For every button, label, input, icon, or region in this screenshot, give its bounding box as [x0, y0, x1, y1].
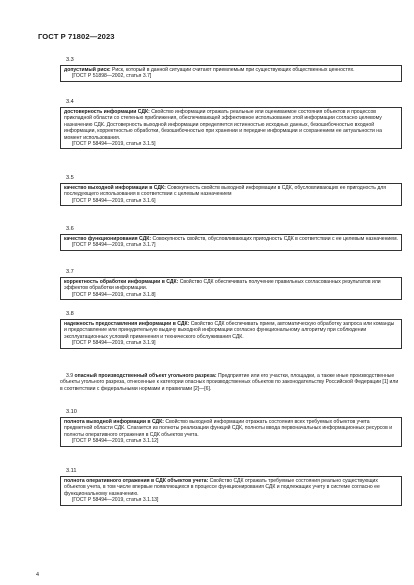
- reference: [ГОСТ Р 58494—2019, статья 3.1.12]: [72, 438, 159, 445]
- definition-box: [60, 65, 402, 82]
- page-number: 4: [36, 572, 39, 578]
- clause-number: 3.3: [66, 57, 74, 63]
- definition-box: [60, 476, 402, 506]
- term: опасный производственный объект угольного разреза:: [74, 373, 217, 379]
- definition-box: [60, 319, 402, 349]
- term: качество выходной информации в СДК:: [64, 185, 166, 191]
- definition-text: Предприятие или его участки, площадки, а также иные производственные объекты угольного разреза, отнесенные к категории опасных производственных объектов по законодательству Российской Федерации [1] или в соответствии с федеральными нормами и правилами [2]—[6].: [60, 373, 399, 392]
- reference: [ГОСТ Р 58494—2019, статья 3.1.6]: [72, 197, 156, 204]
- term: корректность обработки информации в СДК:: [64, 279, 179, 285]
- reference: [ГОСТ Р 58494—2019, статья 3.1.5]: [72, 141, 156, 148]
- definition-box: [60, 277, 402, 300]
- definition-text: Риск, который в данной ситуации считают приемлемым при существующих общественных ценностях.: [110, 67, 355, 73]
- reference: [ГОСТ Р 58494—2019, статья 3.1.7]: [72, 242, 156, 249]
- reference: [ГОСТ Р 58494—2019, статья 3.1.9]: [72, 340, 156, 347]
- reference: [ГОСТ Р 51898—2002, статья 3.7]: [72, 73, 152, 80]
- definition-text: Свойство информации отражать реальные или оцениваемое состояния объектов и процессов прикладной области со степенью приближения, обеспечивающей эффективное использование этой информации согласно целевому назначению СДК. Достоверность выходной информации определяется истинностью исходных данных, безошибочностью входной информации, корректностью обработки, безошибочностью при хранении и передаче информации и сохранением ее актуальности на момент использования.: [64, 109, 382, 141]
- definition-box: [60, 234, 402, 251]
- clause-number: 3.10: [66, 409, 77, 415]
- term: допустимый риск:: [64, 67, 111, 73]
- term: полнота выходной информации в СДК:: [64, 419, 164, 425]
- reference: [ГОСТ Р 58494—2019, статья 3.1.13]: [72, 497, 159, 504]
- document-header: ГОСТ Р 71802—2023: [38, 32, 115, 41]
- clause-number: 3.9: [66, 373, 74, 379]
- definition-text: Совокупность свойств выходной информации в СДК, обусловливающих ее пригодность для последующего использования в соответствии с целевым назначением: [64, 185, 387, 198]
- definition-box: [60, 417, 402, 447]
- reference: [ГОСТ Р 58494—2019, статья 3.1.8]: [72, 291, 156, 298]
- clause-number: 3.4: [66, 99, 74, 105]
- definition-text: Свойство СДК отражать требуемые состояния реально существующих объектов учета, в том числе впервые появляющихся в процессе функционирования СДК и подлежащих учету в системе согласно ее функциональному назначению.: [64, 478, 380, 497]
- clause-number: 3.6: [66, 226, 74, 232]
- definition-box: [60, 107, 402, 149]
- definition-text: Совокупность свойств, обусловливающих пригодность СДК в соответствии с ее целевым назначением.: [151, 236, 398, 242]
- clause-number: 3.8: [66, 311, 74, 317]
- clause-number: 3.7: [66, 269, 74, 275]
- definition-box: [60, 183, 402, 206]
- definition-text: Свойство СДК обеспечивать прием, автоматическую обработку запроса или команды и предоставление или принудительную выдачу выходной информации согласно функциональному алгоритму при соблюдении эксплуатационных условий применения и технического обслуживания СДК.: [64, 321, 395, 340]
- term: качество функционирования СДК:: [64, 236, 152, 242]
- definition-text: Свойство СДК обеспечивать получение правильных согласованных результатов или эффектов обработки информации.: [64, 279, 381, 292]
- clause-number: 3.5: [66, 175, 74, 181]
- term: достоверность информации СДК:: [64, 109, 150, 115]
- term: полнота оперативного отражения в СДК объектов учета:: [64, 478, 209, 484]
- clause-number: 3.11: [66, 468, 77, 474]
- definition-text: Свойство выходной информации отражать состояния всех требуемых объектов учета предметной области СДК. Слагается из полноты реализации функций СДК, полноты ввода первоначальных информационных ресурсов и полноты оперативного отражения в СДК объектов учета.: [64, 419, 393, 438]
- plain-definition: [60, 373, 402, 392]
- term: надежность предоставления информации в СДК:: [64, 321, 190, 327]
